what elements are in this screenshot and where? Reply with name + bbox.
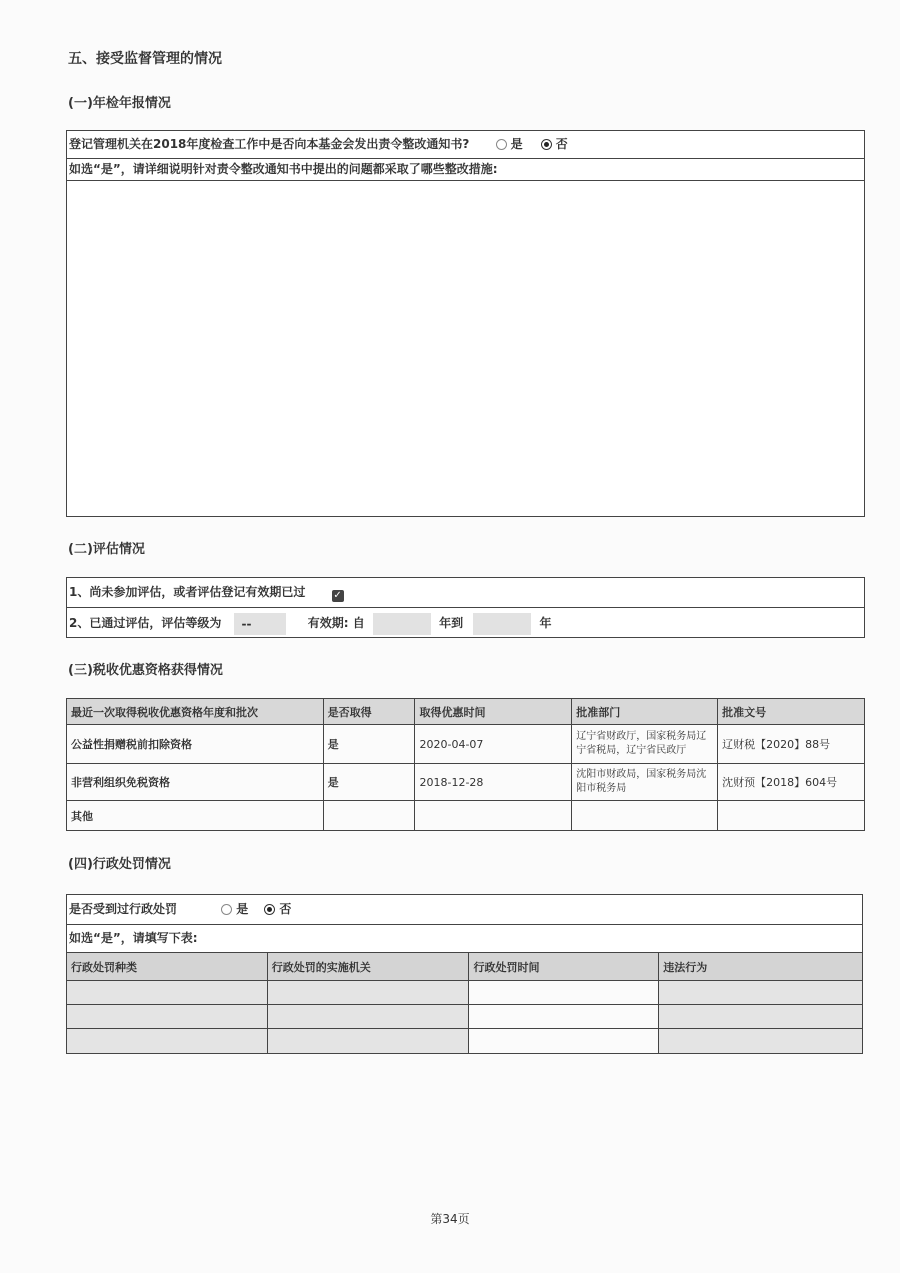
penalty-cell[interactable] — [469, 1005, 659, 1029]
penalty-cell[interactable] — [267, 1005, 469, 1029]
tax-cell — [415, 801, 572, 831]
year-label: 年 — [539, 616, 552, 630]
checkbox-checked-icon[interactable]: ✓ — [333, 590, 342, 601]
penalty-header-row — [67, 953, 863, 981]
tax-cell: 公益性捐赠税前扣除资格 — [67, 725, 324, 764]
section-title: 五、接受监督管理的情况 — [68, 51, 222, 67]
table-row — [67, 801, 865, 831]
tax-header-row — [67, 699, 865, 725]
tax-cell: 2020-04-07 — [415, 725, 572, 764]
annual-followup: 如选“是”，请详细说明针对责令整改通知书中提出的问题都采取了哪些整改措施: — [67, 158, 864, 181]
penalty-question: 是否受到过行政处罚 — [69, 902, 178, 916]
table-row — [67, 764, 865, 801]
annual-yes-label: 是 — [510, 137, 523, 151]
radio-selected-icon[interactable] — [541, 139, 552, 150]
annual-no-label: 否 — [555, 137, 568, 151]
table-row — [67, 1005, 863, 1029]
page-number: 第34页 — [430, 1212, 470, 1226]
penalty-no-option[interactable] — [264, 902, 291, 916]
evaluation-row-2 — [67, 608, 864, 638]
penalty-question-row — [67, 895, 862, 925]
tax-cell: 沈阳市财政局，国家税务局沈阳市税务局 — [572, 764, 718, 801]
tax-header: 最近一次取得税收优惠资格年度和批次 — [67, 699, 324, 725]
valid-from-label: 有效期: 自 — [307, 616, 365, 630]
evaluation-grade[interactable]: -- — [234, 613, 286, 635]
evaluation-row2-label: 2、已通过评估，评估等级为 — [69, 616, 222, 630]
annual-question-row — [67, 131, 864, 159]
evaluation-row-1 — [67, 578, 864, 608]
penalty-cell[interactable] — [659, 1029, 863, 1054]
penalty-cell[interactable] — [67, 1005, 268, 1029]
penalty-header: 行政处罚的实施机关 — [267, 953, 469, 981]
tax-cell — [323, 801, 415, 831]
tax-cell: 其他 — [67, 801, 324, 831]
tax-header: 取得优惠时间 — [415, 699, 572, 725]
annual-no-option[interactable] — [541, 137, 568, 151]
penalty-cell[interactable] — [469, 1029, 659, 1054]
tax-cell: 辽财税【2020】88号 — [718, 725, 865, 764]
table-row — [67, 725, 865, 764]
tax-cell: 沈财预【2018】604号 — [718, 764, 865, 801]
tax-header: 是否取得 — [323, 699, 415, 725]
valid-from-year[interactable] — [373, 613, 431, 635]
penalty-header: 违法行为 — [659, 953, 863, 981]
penalty-cell[interactable] — [267, 981, 469, 1005]
penalty-cell[interactable] — [67, 981, 268, 1005]
penalty-cell[interactable] — [659, 1005, 863, 1029]
penalty-cell[interactable] — [469, 981, 659, 1005]
annual-title: (一)年检年报情况 — [68, 96, 171, 111]
penalty-cell[interactable] — [659, 981, 863, 1005]
annual-question: 登记管理机关在2018年度检查工作中是否向本基金会发出责令整改通知书? — [69, 137, 470, 151]
year-to-label: 年到 — [439, 616, 464, 630]
annual-yes-option[interactable] — [496, 137, 523, 151]
penalty-yes-label: 是 — [236, 902, 249, 916]
penalty-cell[interactable] — [267, 1029, 469, 1054]
tax-cell: 非营利组织免税资格 — [67, 764, 324, 801]
tax-cell: 辽宁省财政厅，国家税务局辽宁省税局，辽宁省民政厅 — [572, 725, 718, 764]
evaluation-row1-label: 1、尚未参加评估，或者评估登记有效期已过 — [69, 585, 306, 599]
tax-cell: 是 — [323, 725, 415, 764]
valid-to-year[interactable] — [473, 613, 531, 635]
annual-box — [66, 130, 865, 517]
tax-table — [66, 698, 865, 831]
tax-header: 批准文号 — [718, 699, 865, 725]
radio-selected-icon[interactable] — [264, 904, 275, 915]
evaluation-title: (二)评估情况 — [68, 542, 145, 557]
penalty-title: (四)行政处罚情况 — [68, 857, 171, 872]
penalty-table — [66, 952, 863, 1054]
penalty-cell[interactable] — [67, 1029, 268, 1054]
penalty-header: 行政处罚种类 — [67, 953, 268, 981]
table-row — [67, 1029, 863, 1054]
tax-cell: 是 — [323, 764, 415, 801]
penalty-yes-option[interactable] — [221, 902, 248, 916]
penalty-no-label: 否 — [279, 902, 292, 916]
tax-cell — [572, 801, 718, 831]
tax-title: (三)税收优惠资格获得情况 — [68, 663, 223, 678]
tax-header: 批准部门 — [572, 699, 718, 725]
radio-icon[interactable] — [221, 904, 232, 915]
penalty-box — [66, 894, 863, 952]
tax-cell — [718, 801, 865, 831]
radio-icon[interactable] — [496, 139, 507, 150]
evaluation-box — [66, 577, 865, 638]
annual-answer-area[interactable] — [67, 181, 864, 516]
penalty-followup: 如选“是”，请填写下表: — [69, 931, 198, 945]
tax-cell: 2018-12-28 — [415, 764, 572, 801]
table-row — [67, 981, 863, 1005]
penalty-header: 行政处罚时间 — [469, 953, 659, 981]
